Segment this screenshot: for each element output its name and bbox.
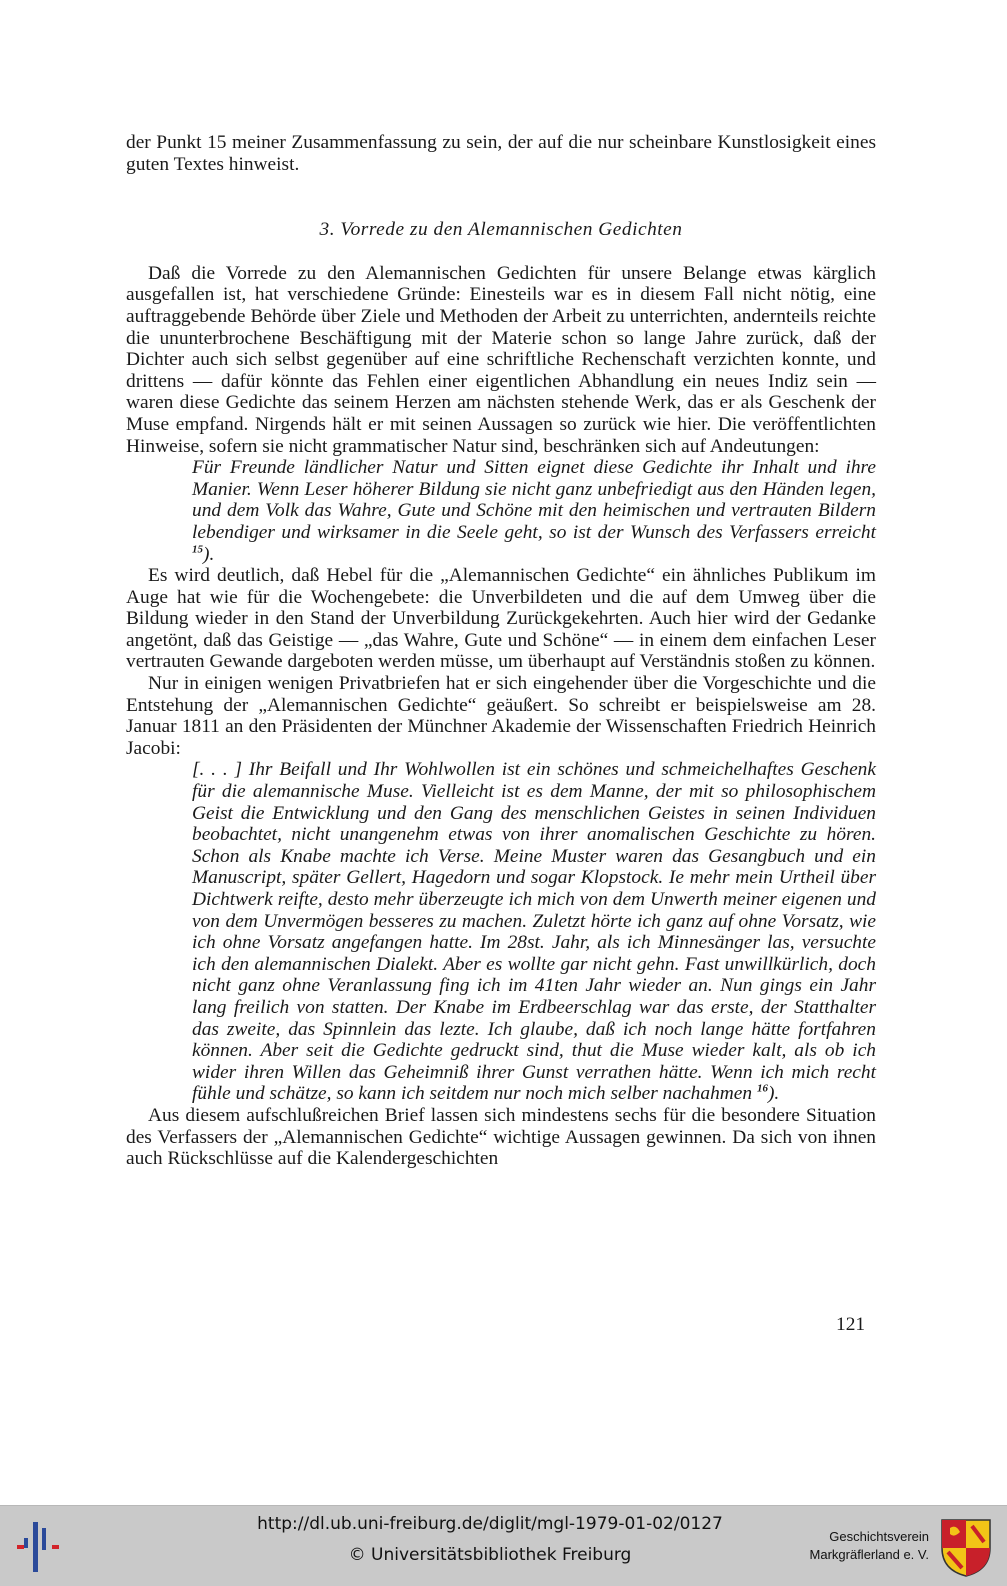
coat-of-arms-icon[interactable]: [940, 1518, 992, 1578]
paragraph-4: Nur in einigen wenigen Privatbriefen hat er sich eingehender über die Vorgeschichte und die Entstehung der „Alemannischen Gedichte“ geäußert. So schreibt er beispielsweise am 28. Januar 1811 an den Präsidenten der Münchner Akademie der Wissenschaften Friedrich Heinrich Jacobi:: [126, 673, 876, 759]
footnote-ref-16[interactable]: 16: [756, 1082, 768, 1095]
paragraph-5: Aus diesem aufschlußreichen Brief lassen sich mindestens sechs für die besondere Situation des Verfassers der „Alemannischen Gedichte“ wichtige Aussagen gewinnen. Da sich von ihnen auch Rückschlüsse auf die Kalendergeschichten: [126, 1104, 876, 1170]
society-line-2: Markgräflerland e. V.: [809, 1547, 929, 1562]
paragraph-3: Es wird deutlich, daß Hebel für die „Alemannischen Gedichte“ ein ähnliches Publikum im Auge hat wie für die Wochengebete: die Unverbildeten und die auf dem Umweg über die Bildung wieder in den Stand der Unverbildung Zurückgekehrten. Auch hier wird der Gedanke angetönt, daß das Geistige — „das Wahre, Gute und Schöne“ — in einem dem einfachen Leser vertrauten Gewande dargeboten werden müsse, um überhaupt auf Verständnis stoßen zu können.: [126, 565, 876, 673]
paragraph-2: Daß die Vorrede zu den Alemannischen Gedichten für unsere Belange etwas kärglich ausgefallen ist, hat verschiedene Gründe: Einesteils war es in diesem Fall nicht nötig, eine auftraggebende Behörde über Ziele und Methoden der Arbeit zu unterrichten, andernteils reichte die ununterbrochene Beschäftigung mit der Materie schon so lange Jahre zurück, daß der Dichter auch sich selbst gegenüber auf eine schriftliche Rechenschaft verzichten konnte, und drittens — dafür könnte das Fehlen einer eigentlichen Abhandlung ein neues Indiz sein — waren diese Gedichte das seinem Herzen am nächsten stehende Werk, das er als Geschenk der Muse empfand. Nirgends hält er mit seinen Aussagen so zurück wie hier. Die veröffentlichten Hinweise, sofern sie nicht grammatischer Natur sind, beschränken sich auf Andeutungen:: [126, 262, 876, 457]
block-quote-2: [192, 759, 876, 1105]
block-quote-1: [192, 457, 876, 565]
society-name: [810, 1528, 929, 1564]
paragraph-1: der Punkt 15 meiner Zusammenfassung zu sein, der auf die nur scheinbare Kunstlosigkeit eines guten Textes hinweist.: [126, 132, 876, 175]
library-logo-icon[interactable]: [14, 1518, 64, 1572]
body-text: [126, 132, 876, 1170]
section-heading: 3. Vorrede zu den Alemannischen Gedichten: [319, 219, 683, 241]
quote-2-end: ).: [767, 1083, 780, 1105]
society-line-1: Geschichtsverein: [829, 1529, 929, 1544]
quote-2-text: [. . . ] Ihr Beifall und Ihr Wohlwollen ist ein schönes und schmeichelhaftes Geschenk für die alemannische Muse. Vielleicht ist es dem Manne, der mit so philosophischem Geist die Entwicklung und den Gang des menschlichen Geistes in seinen Individuen beobachtet, nicht unangenehm etwas von ihrer anomalischen Geschichte zu hören. Schon als Knabe machte ich Verse. Meine Muster waren das Gesangbuch und ein Manuscript, später Gellert, Hagedorn und sogar Klopstock. Ie mehr mein Urtheil über Dichtwerk reifte, desto mehr überzeugte ich mich von dem Unwerth meiner eigenen und von dem Unvermögen besseres zu machen. Zuletzt hörte ich ganz auf ohne Vorsatz, wie ich ohne Vorsatz angefangen hatte. Im 28st. Jahr, als ich Minnesänger las, versuchte ich den alemannischen Dialekt. Aber es wollte gar nicht gehn. Fast unwillkürlich, doch nicht ganz ohne Veranlassung fing ich im 41ten Jahr wieder an. Nun gings ein Jahr lang freilich von statten. Der Knabe im Erdbeerschlag war das erste, der Statthalter das zweite, das Spinnlein das lezte. Ich glaube, daß ich noch lange hätte fortfahren können. Aber seit die Gedichte gedruckt sind, thut die Muse wieder kalt, als ob ich wider ihren Willen das Geheimniß ihrer Gunst verrathen hätte. Wenn ich mich recht fühle und schätze, so kann ich seitdem nur noch mich selber nachahmen: [192, 759, 876, 1105]
quote-1-end: ).: [203, 543, 215, 565]
footer-url-link[interactable]: http://dl.ub.uni-freiburg.de/diglit/mgl-1979-01-02/0127: [257, 1514, 723, 1534]
page-number: 121: [836, 1314, 866, 1335]
footer-copyright: © Universitätsbibliothek Freiburg: [348, 1545, 632, 1565]
quote-1-text: Für Freunde ländlicher Natur und Sitten eignet diese Gedichte ihr Inhalt und ihre Manier. Wenn Leser höherer Bildung sie nicht ganz unbefriedigt aus den Händen legen, und dem Volk das Wahre, Gute und Schöne mit den heimischen und vertrauten Bildern lebendiger und wirksamer in die Seele geht, so ist der Wunsch des Verfassers erreicht: [192, 457, 876, 543]
footnote-ref-15[interactable]: 15: [192, 543, 203, 556]
